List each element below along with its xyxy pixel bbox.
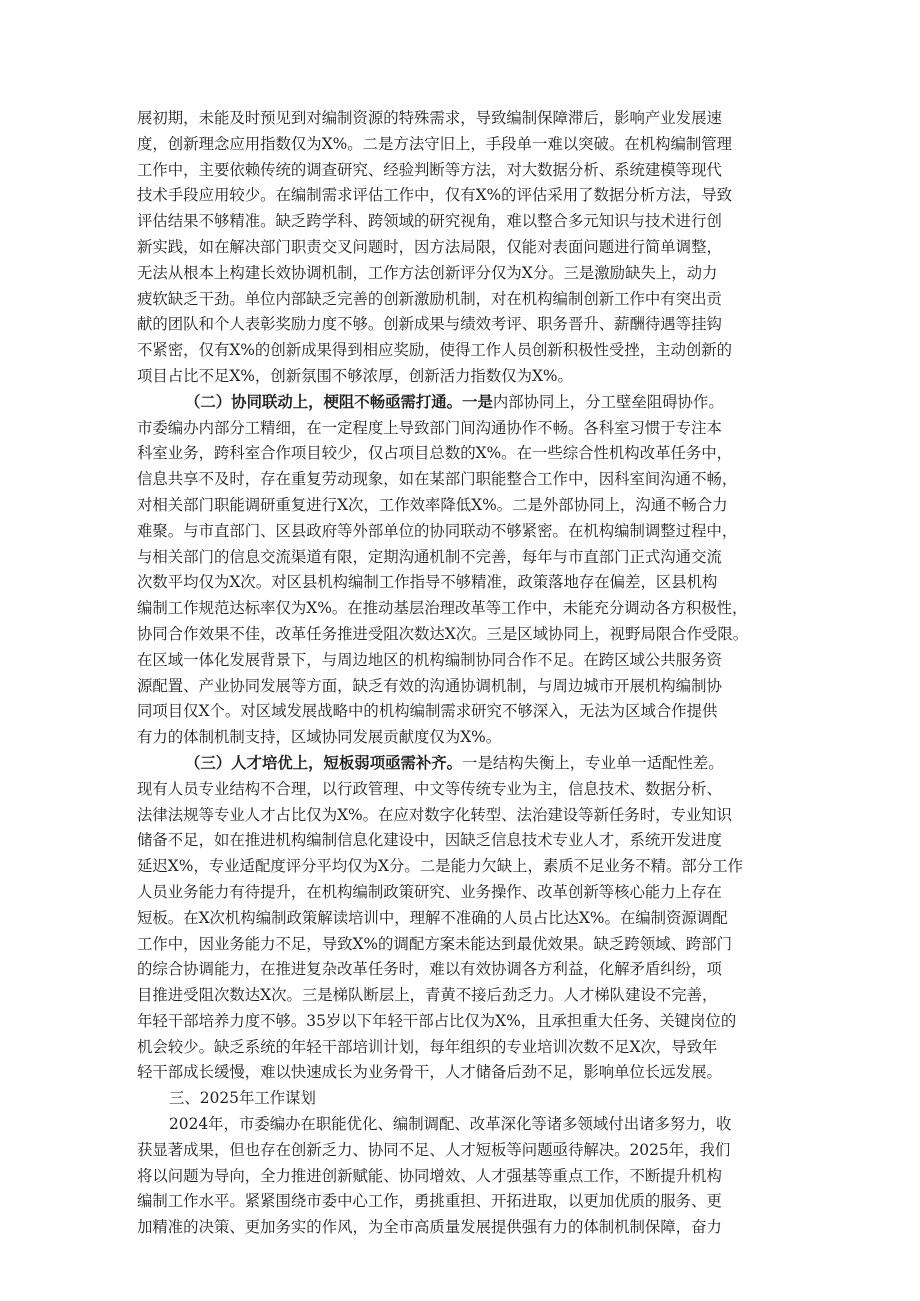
section3-paragraph	[137, 751, 785, 1086]
section2-heading: （二）协同联动上，梗阻不畅亟需打通。	[185, 392, 463, 411]
section3-first-line	[137, 751, 785, 777]
text-line: 加精准的决策、更加务实的作风，为全市高质量发展提供强有力的体制机制保障，奋力	[137, 1218, 722, 1237]
section1-paragraph	[137, 106, 785, 390]
text-line: 协同合作效果不佳，改革任务推进受阻次数达X次。三是区域协同上，视野局限合作受限。	[137, 624, 749, 643]
text-line: 编制工作规范达标率仅为X%。在推动基层治理改革等工作中，未能充分调动各方积极性，	[137, 599, 748, 618]
text-line: 展初期，未能及时预见到对编制资源的特殊需求，导致编制保障滞后，影响产业发展速	[137, 109, 722, 127]
part3-first-text: 2024年，市委编办在职能优化、编制调配、改革深化等诸多领域付出诸多努力，收	[169, 1115, 732, 1134]
text-line: 在区域一体化发展背景下，与周边地区的机构编制协同合作不足。在跨区域公共服务资	[137, 650, 722, 669]
text-line: 献的团队和个人表彰奖励力度不够。创新成果与绩效考评、职务晋升、薪酬待遇等挂钩	[137, 315, 722, 334]
part3-heading: 三、2025年工作谋划	[169, 1089, 316, 1108]
text-line: 度，创新理念应用指数仅为X%。二是方法守旧上，手段单一难以突破。在机构编制管理	[137, 134, 733, 153]
text-line: 储备不足，如在推进机构编制信息化建设中，因缺乏信息技术专业人才，系统开发进度	[137, 831, 722, 850]
text-line: 科室业务，跨科室合作项目较少，仅占项目总数的X%。在一些综合性机构改革任务中，	[137, 444, 733, 463]
text-line: 法律法规等专业人才占比仅为X%。在应对数字化转型、法治建设等新任务时，专业知识	[137, 805, 733, 824]
text-line: 将以问题为导向，全力推进创新赋能、协同增效、人才强基等重点工作，不断提升机构	[137, 1166, 722, 1185]
text-line: 现有人员专业结构不合理，以行政管理、中文等传统专业为主，信息技术、数据分析、	[137, 779, 722, 798]
text-line: 工作中，因业务能力不足，导致X%的调配方案未能达到最优效果。缺乏跨领域、跨部门	[137, 934, 733, 953]
text-line: 机会较少。缺乏系统的年轻干部培训计划，每年组织的专业培训次数不足X次，导致年	[137, 1037, 718, 1056]
text-line: 评估结果不够精准。缺乏跨学科、跨领域的研究视角，难以整合多元知识与技术进行创	[137, 212, 722, 231]
text-line: 对相关部门职能调研重复进行X次，工作效率降低X%。二是外部协同上，沟通不畅合力	[137, 495, 728, 514]
text-line: 有力的体制机制支持，区域协同发展贡献度仅为X%。	[137, 728, 502, 747]
section3-first-rest: 一是结构失衡上，专业单一适配性差。	[462, 753, 724, 772]
text-line: 同项目仅X个。对区域发展战略中的机构编制需求研究不够深入，无法为区域合作提供	[137, 702, 718, 721]
text-line: 不紧密，仅有X%的创新成果得到相应奖励，使得工作人员创新积极性受挫，主动创新的	[137, 341, 733, 360]
part3-heading-line	[137, 1086, 785, 1112]
section3-heading: （三）人才培优上，短板弱项亟需补齐。	[185, 753, 463, 772]
text-line: 次数平均仅为X次。对区县机构编制工作指导不够精准，政策落地存在偏差，区县机构	[137, 573, 718, 592]
text-line: 无法从根本上构建长效协调机制，工作方法创新评分仅为X分。三是激励缺失上，动力	[137, 263, 718, 282]
text-line: 的综合协调能力，在推进复杂改革任务时，难以有效协调各方利益，化解矛盾纠纷，项	[137, 960, 722, 979]
text-line: 人员业务能力有待提升，在机构编制政策研究、业务操作、改革创新等核心能力上存在	[137, 882, 722, 901]
text-line: 延迟X%，专业适配度评分平均仅为X分。二是能力欠缺上，素质不足业务不精。部分工作	[137, 857, 743, 876]
part3-section	[137, 1086, 785, 1241]
text-line: 新实践，如在解决部门职责交叉问题时，因方法局限，仅能对表面问题进行简单调整，	[137, 237, 722, 256]
section2-lead: 一是	[462, 392, 493, 411]
text-line: 项目占比不足X%，创新氛围不够浓厚，创新活力指数仅为X%。	[137, 366, 573, 385]
text-line: 疲软缺乏干劲。单位内部缺乏完善的创新激励机制，对在机构编制创新工作中有突出贡	[137, 289, 722, 308]
text-line: 与相关部门的信息交流渠道有限，定期沟通机制不完善，每年与市直部门正式沟通交流	[137, 547, 722, 566]
part3-first-line	[137, 1112, 785, 1138]
text-line: 难聚。与市直部门、区县政府等外部单位的协同联动不够紧密。在机构编制调整过程中，	[137, 521, 738, 540]
text-line: 技术手段应用较少。在编制需求评估工作中，仅有X%的评估采用了数据分析方法，导致	[137, 186, 733, 205]
text-line: 轻干部成长缓慢，难以快速成长为业务骨干，人才储备后劲不足，影响单位长远发展。	[137, 1063, 722, 1082]
text-line: 年轻干部培养力度不够。35岁以下年轻干部占比仅为X%，且承担重大任务、关键岗位的	[137, 1011, 737, 1030]
section2-paragraph	[137, 390, 785, 751]
text-line: 源配置、产业协同发展等方面，缺乏有效的沟通协调机制，与周边城市开展机构编制协	[137, 676, 722, 695]
text-line: 编制工作水平。紧紧围绕市委中心工作，勇挑重担、开拓进取，以更加优质的服务、更	[137, 1192, 722, 1211]
section2-first-rest: 内部协同上，分工壁垒阻碍协作。	[492, 392, 724, 411]
text-line: 信息共享不及时，存在重复劳动现象，如在某部门职能整合工作中，因科室间沟通不畅，	[137, 470, 738, 489]
text-line: 工作中，主要依赖传统的调查研究、经验判断等方法，对大数据分析、系统建模等现代	[137, 160, 722, 179]
text-line: 获显著成果，但也存在创新乏力、协同不足、人才短板等问题亟待解决。2025年，我们	[137, 1140, 731, 1159]
text-line: 短板。在X次机构编制政策解读培训中，理解不准确的人员占比达X%。在编制资源调配	[137, 908, 728, 927]
section2-first-line	[137, 390, 785, 416]
text-line: 市委编办内部分工精细，在一定程度上导致部门间沟通协作不畅。各科室习惯于专注本	[137, 418, 722, 437]
document-page	[137, 106, 785, 1241]
text-line: 目推进受阻次数达X次。三是梯队断层上，青黄不接后劲乏力。人才梯队建设不完善，	[137, 986, 718, 1005]
